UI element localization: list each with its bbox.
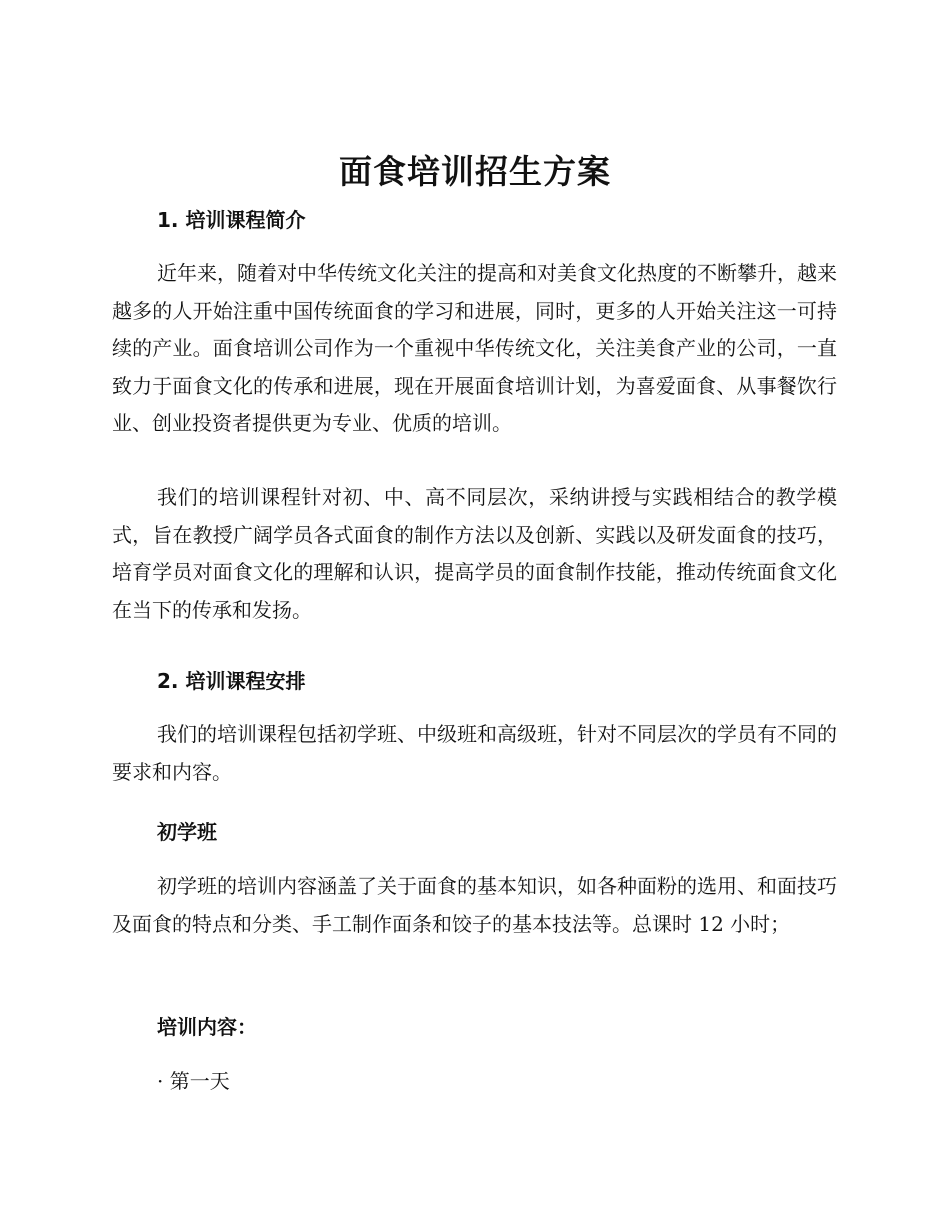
beginner-class-paragraph: 初学班的培训内容涵盖了关于面食的基本知识，如各种面粉的选用、和面技巧及面食的特点和分类、手工制作面条和饺子的基本技法等。总课时 12 小时；	[112, 874, 837, 936]
beginner-class-heading: 初学班	[157, 820, 217, 844]
training-content-heading: 培训内容：	[157, 1015, 257, 1039]
section1-paragraph-2: 我们的培训课程针对初、中、高不同层次，采纳讲授与实践相结合的教学模式，旨在教授广阔学员各式面食的制作方法以及创新、实践以及研发面食的技巧，培育学员对面食文化的理解和认识，提高学员的面食制作技能，推动传统面食文化在当下的传承和发扬。	[112, 485, 837, 622]
section1-heading: 1. 培训课程简介	[157, 208, 306, 232]
document-title: 面食培训招生方案	[339, 152, 611, 191]
list-item-day-one: · 第一天	[157, 1069, 230, 1093]
section2-heading: 2. 培训课程安排	[157, 669, 306, 693]
section1-paragraph-1: 近年来，随着对中华传统文化关注的提高和对美食文化热度的不断攀升，越来越多的人开始注重中国传统面食的学习和进展，同时，更多的人开始关注这一可持续的产业。面食培训公司作为一个重视中华传统文化，关注美食产业的公司，一直致力于面食文化的传承和进展，现在开展面食培训计划，为喜爱面食、从事餐饮行业、创业投资者提供更为专业、优质的培训。	[112, 261, 837, 435]
section2-paragraph-1: 我们的培训课程包括初学班、中级班和高级班，针对不同层次的学员有不同的要求和内容。	[112, 722, 837, 784]
